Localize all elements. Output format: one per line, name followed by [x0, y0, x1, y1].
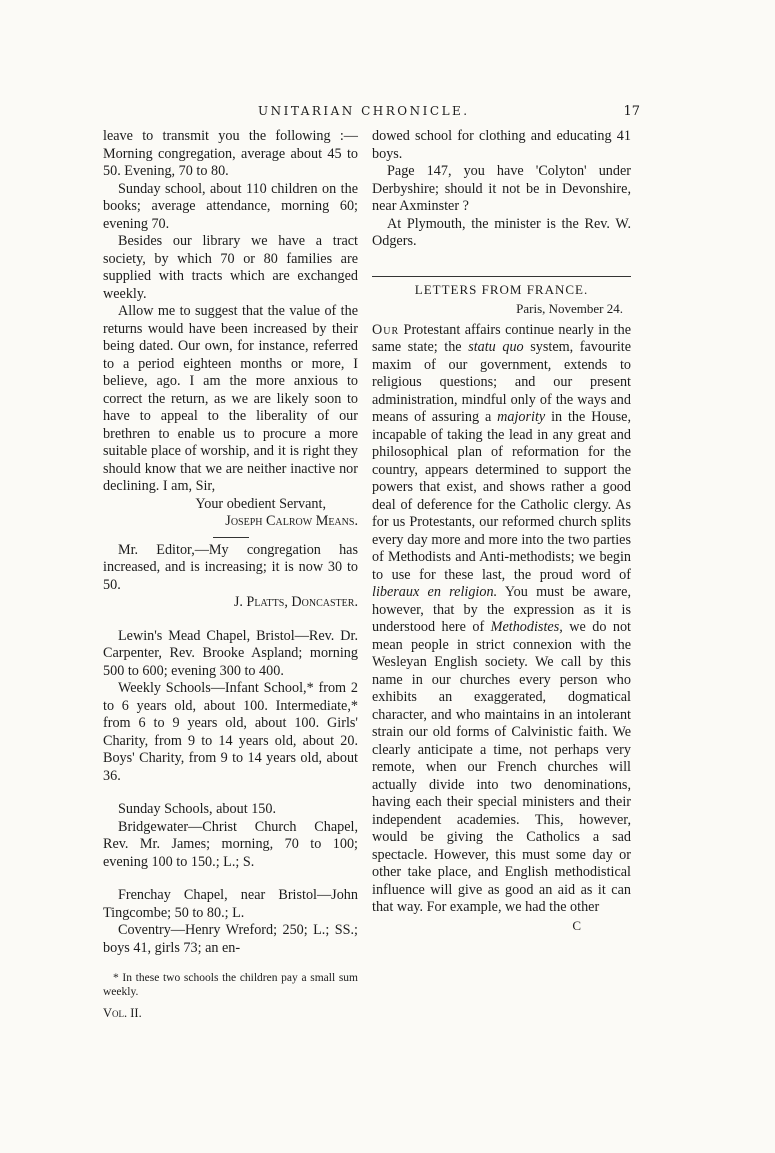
- paragraph: Besides our library we have a tract society, by which 70 or 80 families are supplied with tracts which are exchanged weekly.: [103, 233, 358, 302]
- signature-mark: C: [572, 917, 581, 933]
- paragraph: leave to transmit you the following :— Morning congregation, average about 45 to 50. Evening, 70 to 80.: [103, 128, 358, 179]
- paragraph: Sunday Schools, about 150.: [118, 801, 277, 817]
- running-head-title: UNITARIAN CHRONICLE.: [258, 104, 470, 118]
- body-text: Protestant affairs continue nearly in the same state; the: [372, 321, 631, 355]
- paragraph: Weekly Schools—Infant School,* from 2 to 6 years old, about 100. Intermediate,* from 6 to 9 years old, about 100. Girls' Charity, from 9 to 14 years old, about 20. Boys' Charity, from 9 to 14 years old, about 36.: [103, 680, 358, 784]
- volume-mark: Vol. II.: [103, 1006, 142, 1020]
- paragraph: Page 147, you have 'Colyton' under Derbyshire; should it not be in Devonshire, near Axminster ?: [372, 163, 631, 214]
- body-text: You must be aware, however, that by the expression as it is understood here of: [372, 584, 631, 635]
- italic-text: liberaux en religion.: [372, 584, 498, 600]
- body-text: in the House, incapable of taking the lead in any great and philosophical plan of reformation for the country, appears determined to support the powers that exist, and shows rather a good deal of deference for the Catholic clergy. As for us Protestants, our reformed church splits every day more and more into the two parties of Methodists and Anti-methodists; we begin to use for these last, the proud word of: [372, 409, 631, 583]
- left-column: [103, 128, 358, 1023]
- letter-signoff: Your obedient Servant,: [195, 495, 326, 512]
- footnote-text: * In these two schools the children pay a small sum weekly.: [103, 972, 358, 998]
- italic-text: Methodistes,: [490, 619, 563, 635]
- right-column: [372, 128, 631, 934]
- section-title: LETTERS FROM FRANCE.: [414, 281, 589, 297]
- paragraph: At Plymouth, the minister is the Rev. W. Odgers.: [372, 215, 631, 249]
- section-rule: [372, 276, 631, 277]
- footnote: [103, 971, 358, 999]
- page-number: 17: [623, 104, 640, 119]
- paragraph: Bridgewater—Christ Church Chapel, Rev. Mr. James; morning, 70 to 100; evening 100 to 150.; L.; S.: [103, 818, 358, 870]
- letter-body: [372, 322, 631, 917]
- paragraph: dowed school for clothing and educating 41 boys.: [372, 128, 631, 162]
- body-text: system, favourite maxim of our government, extends to religious questions; and our present administration, mindful only of the ways and means of assuring a: [372, 339, 631, 425]
- letter-signature: Joseph Calrow Means.: [225, 513, 358, 529]
- paragraph: Mr. Editor,—My congregation has increased, and is increasing; it is now 30 to 50.: [103, 541, 358, 593]
- letter-signature: J. Platts, Doncaster.: [233, 594, 358, 610]
- paragraph: Sunday school, about 110 children on the books; average attendance, morning 60; evening 70.: [103, 180, 358, 232]
- paragraph: Frenchay Chapel, near Bristol—John Tingcombe; 50 to 80.; L.: [103, 887, 358, 921]
- italic-text: statu quo: [468, 339, 524, 355]
- paragraph: Coventry—Henry Wreford; 250; L.; SS.; boys 41, girls 73; an en-: [103, 922, 358, 956]
- lead-word: Our: [372, 321, 400, 338]
- body-text: we do not mean people in strict connexion with the Wesleyan English society. We call by this name in our churches every person who exhibits an exaggerated, dogmatical character, and who maintains in an intolerant strain our old forms of Calvinistic faith. We clearly anticipate a time, not perhaps very remote, when our French churches will actually divide into two denominations, having each their special ministers and their independent academies. This, however, would be giving the Catholics a sad spectacle. However, this must some day or other take place, and English methodistical influence will give as good an aid as it can that way. For example, we had the other: [372, 619, 631, 915]
- dateline: Paris, November 24.: [516, 301, 623, 316]
- paragraph: Lewin's Mead Chapel, Bristol—Rev. Dr. Carpenter, Rev. Brooke Aspland; morning 500 to 600; evening 300 to 400.: [103, 627, 358, 679]
- divider: [213, 537, 249, 538]
- italic-text: majority: [497, 409, 546, 425]
- paragraph: Allow me to suggest that the value of the returns would have been increased by their being dated. Our own, for instance, referred to a period eighteen months or more, I believe, ago. I am the more anxious to correct the return, as we are likely soon to have to appeal to the liberality of our brethren to enable us to procure a more suitable place of worship, and it is right they should know that we are neither inactive nor declining. I am, Sir,: [103, 303, 358, 494]
